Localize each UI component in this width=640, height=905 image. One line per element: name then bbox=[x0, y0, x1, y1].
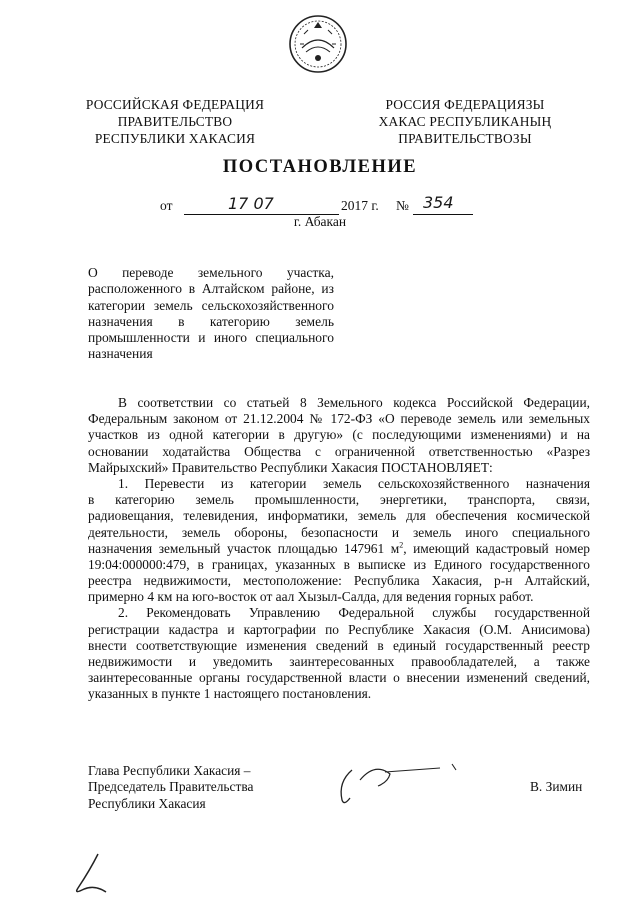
position-line: Глава Республики Хакасия – bbox=[88, 763, 251, 778]
body-line: основании ходатайства Общества с ограниченной ответственностью «Разрез bbox=[88, 443, 590, 459]
year-label: 2017 г. bbox=[341, 198, 379, 213]
header-left-line: ПРАВИТЕЛЬСТВО bbox=[117, 114, 233, 129]
header-left-line: РОССИЙСКАЯ ФЕДЕРАЦИЯ bbox=[85, 97, 265, 112]
body-line: Федеральным законом от 21.12.2004 № 172-ФЗ «О переводе земель или земельных bbox=[88, 411, 590, 427]
position-line: Республики Хакасия bbox=[88, 795, 206, 811]
subject-line: назначения в категорию земель bbox=[88, 313, 334, 329]
body-line: указанных в пункте 1 настоящего постановления. bbox=[88, 686, 372, 702]
body-line: недвижимости и уведомить заинтересованных правообладателей, а также bbox=[88, 654, 590, 669]
signatory-name: В. Зимин bbox=[530, 779, 583, 794]
subject-line: О переводе земельного участка, bbox=[88, 265, 334, 280]
header-right bbox=[360, 96, 570, 147]
body-line: внести соответствующие изменения сведений в единый государственный реестр bbox=[88, 637, 590, 653]
header-right-line: РОССИЯ ФЕДЕРАЦИЯЗЫ bbox=[385, 97, 545, 112]
area-unit-superscript: 2 bbox=[399, 540, 404, 550]
header-right-line: ХАКАС РЕСПУБЛИКАНЫҢ bbox=[378, 114, 552, 129]
body-line: Майрыхский» Правительство Республики Хакасия ПОСТАНОВЛЯЕТ: bbox=[88, 459, 493, 475]
city-label: г. Абакан bbox=[293, 214, 347, 229]
subject-line: промышленности и иного специального bbox=[88, 330, 334, 346]
body-text bbox=[88, 395, 590, 703]
date-handwritten: 17 07 bbox=[228, 194, 274, 213]
body-line: реестра недвижимости, местоположение: Республика Хакасия, р-н Алтайский, bbox=[88, 573, 590, 589]
body-line: 19:04:000000:479, в границах, указанных в выписке из Единого государственного bbox=[88, 556, 590, 572]
body-line: В соответствии со статьей 8 Земельного кодекса Российской Федерации, bbox=[118, 395, 590, 410]
handwritten-signature bbox=[330, 752, 480, 812]
header-left bbox=[70, 96, 280, 147]
number-handwritten: 354 bbox=[423, 193, 454, 212]
subject-line: назначения bbox=[88, 346, 153, 362]
handwritten-initial bbox=[60, 850, 120, 900]
body-line: заинтересованные органы государственной власти о внесении изменений сведений, bbox=[88, 670, 590, 686]
body-line: радиовещания, телевидения, информатики, земель для обеспечения космической bbox=[88, 508, 590, 524]
coat-of-arms-icon bbox=[288, 14, 348, 74]
body-line: 2. Рекомендовать Управлению Федеральной службы государственной bbox=[118, 605, 590, 621]
number-prefix: № bbox=[396, 198, 409, 213]
date-prefix: от bbox=[160, 198, 173, 213]
header-right-line: ПРАВИТЕЛЬСТВОЗЫ bbox=[398, 131, 532, 146]
subject-line: расположенного в Алтайском районе, из bbox=[88, 281, 334, 297]
signatory-position bbox=[88, 763, 308, 812]
body-line-with-superscript bbox=[88, 541, 590, 557]
cadastral-label: , имеющий кадастровый номер bbox=[403, 540, 590, 556]
subject-block bbox=[88, 265, 334, 363]
body-line: 1. Перевести из категории земель сельскохозяйственного назначения bbox=[118, 475, 590, 491]
body-line: участков из одной категории в другую» (с последующими изменениями) и на bbox=[88, 427, 590, 443]
body-line: деятельности, земель обороны, безопасности и земель иного специального bbox=[88, 524, 590, 540]
document-title: ПОСТАНОВЛЕНИЕ bbox=[222, 157, 418, 177]
position-line: Председатель Правительства bbox=[88, 779, 254, 795]
header-left-line: РЕСПУБЛИКИ ХАКАСИЯ bbox=[94, 131, 256, 146]
body-line: регистрации кадастра и картографии по Республике Хакасия (О.М. Анисимова) bbox=[88, 621, 590, 637]
area-text: назначения земельный участок площадью 147961 м bbox=[88, 540, 400, 556]
subject-line: категории земель сельскохозяйственного bbox=[88, 297, 334, 313]
body-line: в категорию земель промышленности, энергетики, транспорта, связи, bbox=[88, 492, 590, 508]
body-line: примерно 4 км на юго-восток от аал Хызыл-Салда, для ведения горных работ. bbox=[88, 589, 534, 605]
